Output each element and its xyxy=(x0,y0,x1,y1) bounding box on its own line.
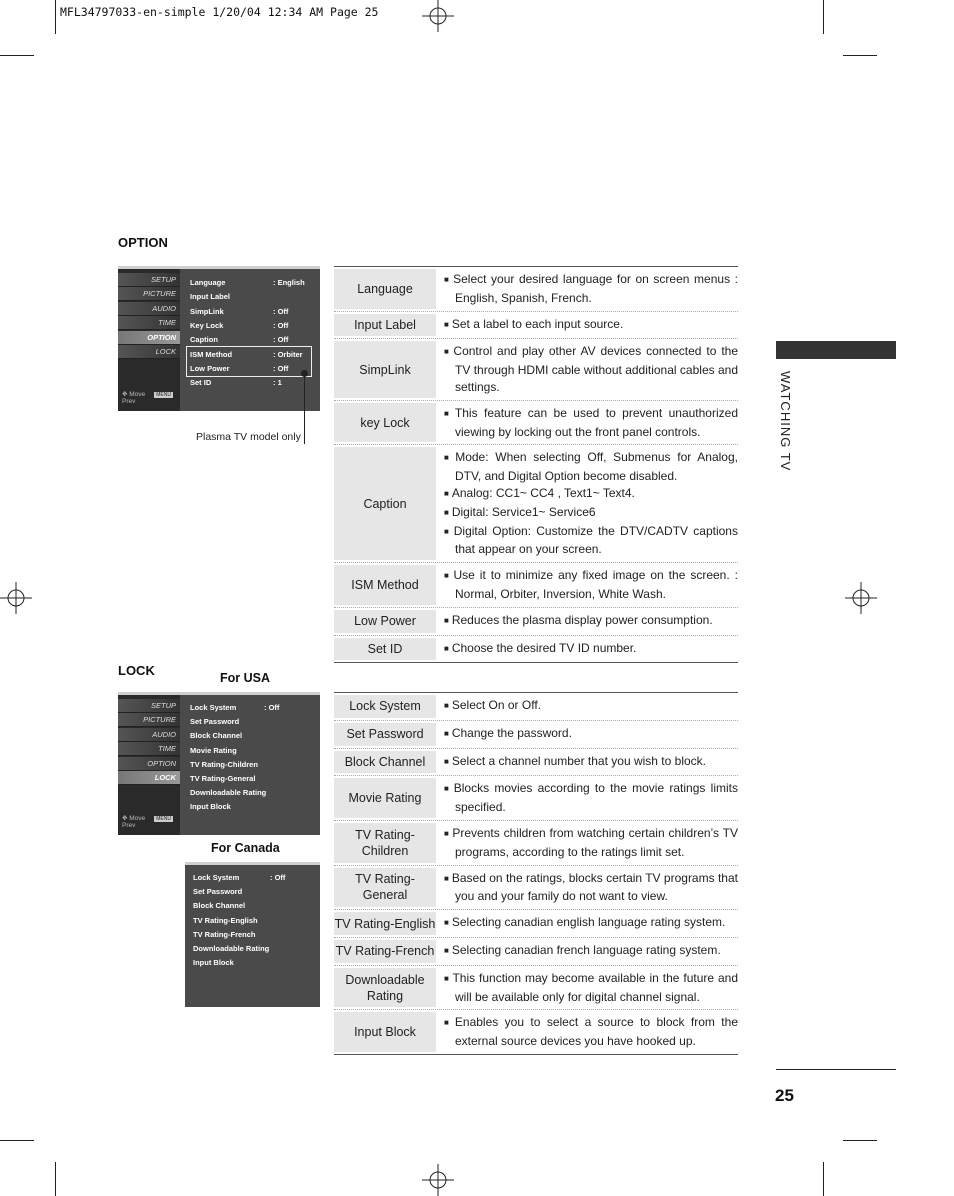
bullet-icon: ■ xyxy=(444,507,449,517)
bullet-icon: ■ xyxy=(444,319,449,329)
osd-menu-item: Input Label xyxy=(190,292,230,302)
osd-menu-item: TV Rating-Children xyxy=(190,759,258,769)
osd-menu-item: Input Block xyxy=(190,802,231,812)
for-usa-label: For USA xyxy=(220,671,270,685)
table-row xyxy=(334,966,738,1011)
description-text: Analog: CC1~ CC4 , Text1~ Text4. xyxy=(451,485,635,500)
bullet-icon: ■ xyxy=(444,347,451,357)
osd-tab-column xyxy=(118,695,180,835)
row-label: Language xyxy=(334,269,436,309)
osd-tab-option: OPTION xyxy=(118,757,180,771)
table-row xyxy=(334,1010,738,1054)
osd-tab-column xyxy=(118,269,180,411)
bullet-icon: ■ xyxy=(444,756,449,766)
menu-key-icon: MENU xyxy=(156,816,171,822)
osd-footer-prev: Prev xyxy=(122,822,136,829)
osd-menu-item: Lock System xyxy=(190,703,237,712)
description-text: Mode: When selecting Off, Submenus for Analog, DTV, and Digital Option become disabled. xyxy=(455,450,738,484)
row-label: TV Rating-English xyxy=(334,912,436,935)
plasma-only-highlight xyxy=(186,346,312,377)
table-row xyxy=(334,749,738,777)
osd-tab-time: TIME xyxy=(118,316,180,330)
bullet-icon: ■ xyxy=(444,615,449,625)
row-label: Block Channel xyxy=(334,751,436,774)
row-label: Downloadable Rating xyxy=(334,968,436,1008)
osd-footer-move: Move xyxy=(129,815,146,822)
osd-menu-item: Set Password xyxy=(190,717,240,727)
description-text: This function may become available in the future and will be available only for digital channel signal. xyxy=(452,970,739,1004)
row-description xyxy=(436,938,738,965)
osd-footer-move: Move xyxy=(129,391,146,398)
print-header: MFL34797033-en-simple 1/20/04 12:34 AM Page 25 xyxy=(60,5,379,19)
bullet-icon: ■ xyxy=(444,873,449,883)
osd-menu-value: : English xyxy=(273,278,305,287)
option-section-title: OPTION xyxy=(118,235,168,250)
osd-menu-value: : Off xyxy=(273,335,289,345)
table-row xyxy=(334,445,738,563)
bullet-icon: ■ xyxy=(444,408,452,418)
bullet-icon: ■ xyxy=(444,784,451,794)
move-icon: ✥ xyxy=(122,815,128,822)
callout-dot xyxy=(301,370,308,377)
bullet-icon: ■ xyxy=(444,918,449,928)
registration-mark-icon xyxy=(845,582,877,614)
move-icon: ✥ xyxy=(122,391,128,398)
menu-key-icon: MENU xyxy=(156,392,171,398)
bullet-icon: ■ xyxy=(444,1018,452,1028)
osd-menu-item: Language xyxy=(190,278,226,287)
lock-table xyxy=(334,692,738,1055)
crop-mark xyxy=(0,55,34,56)
row-description xyxy=(436,910,738,937)
osd-menu-value: : Off xyxy=(273,306,289,316)
osd-tab-option: OPTION xyxy=(118,331,180,345)
bullet-icon: ■ xyxy=(444,488,449,498)
osd-menu-value: : Off xyxy=(264,703,280,712)
row-label: Caption xyxy=(334,447,436,560)
osd-tab-setup: SETUP xyxy=(118,273,180,287)
row-label: Input Label xyxy=(334,314,436,337)
description-text: Select On or Off. xyxy=(451,698,541,712)
osd-menu-item: Low Power xyxy=(190,363,230,373)
row-label: Low Power xyxy=(334,610,436,633)
callout-line xyxy=(304,372,305,444)
row-label: key Lock xyxy=(334,403,436,443)
row-description xyxy=(436,445,738,562)
bullet-icon: ■ xyxy=(444,275,451,284)
osd-footer xyxy=(122,390,180,405)
osd-menu-item: Movie Rating xyxy=(190,745,237,755)
registration-mark-icon xyxy=(0,582,32,614)
osd-tab-picture: PICTURE xyxy=(118,287,180,301)
row-description xyxy=(436,563,738,607)
row-description xyxy=(436,693,738,720)
description-text: Select your desired language for on screen menus : English, Spanish, French. xyxy=(453,272,738,305)
osd-tab-audio: AUDIO xyxy=(118,302,180,316)
page-number-rule xyxy=(776,1069,896,1070)
row-description xyxy=(436,749,738,776)
crop-mark xyxy=(843,55,877,56)
description-text: Selecting canadian english language rating system. xyxy=(451,915,726,930)
lock-osd-menu-usa xyxy=(118,692,320,835)
row-description xyxy=(436,966,738,1010)
description-text: Use it to minimize any fixed image on the screen. : Normal, Orbiter, Inversion, White Wash. xyxy=(453,568,738,601)
osd-menu-item: Downloadable Rating xyxy=(190,788,267,798)
osd-menu-item: Caption xyxy=(190,335,218,345)
bullet-icon: ■ xyxy=(444,643,449,653)
table-row xyxy=(334,636,738,663)
row-description xyxy=(436,339,738,399)
osd-menu-item: Lock System xyxy=(193,873,240,882)
page-number: 25 xyxy=(775,1086,794,1105)
osd-tab-picture: PICTURE xyxy=(118,713,180,727)
osd-menu-value: : Orbiter xyxy=(273,349,303,359)
table-row xyxy=(334,821,738,866)
crop-mark xyxy=(55,0,56,34)
osd-menu-item: TV Rating-English xyxy=(193,915,258,925)
description-text: Set a label to each input source. xyxy=(451,316,624,331)
table-row xyxy=(334,938,738,966)
osd-menu-item: Input Block xyxy=(193,958,234,968)
crop-mark xyxy=(55,1162,56,1196)
description-text: Choose the desired TV ID number. xyxy=(451,640,637,655)
description-text: Digital: Service1~ Service6 xyxy=(451,504,596,519)
bullet-icon: ■ xyxy=(444,973,450,983)
option-table xyxy=(334,266,738,663)
description-text: Selecting canadian french language rating system. xyxy=(451,942,721,957)
row-description xyxy=(436,312,738,339)
callout-label: Plasma TV model only xyxy=(196,431,301,443)
row-description xyxy=(436,267,738,311)
table-row xyxy=(334,866,738,911)
description-text: Change the password. xyxy=(451,725,572,740)
osd-footer xyxy=(122,814,180,829)
osd-tab-audio: AUDIO xyxy=(118,728,180,742)
row-label: TV Rating-French xyxy=(334,940,436,963)
bullet-icon: ■ xyxy=(444,526,451,536)
osd-menu-item: TV Rating-General xyxy=(190,774,256,783)
row-label: ISM Method xyxy=(334,565,436,605)
row-label: TV Rating-Children xyxy=(334,823,436,863)
row-description xyxy=(436,401,738,445)
crop-mark xyxy=(823,0,824,34)
row-label: Movie Rating xyxy=(334,778,436,818)
for-canada-label: For Canada xyxy=(211,841,280,855)
row-description xyxy=(436,608,738,635)
table-row xyxy=(334,608,738,636)
osd-tab-lock: LOCK xyxy=(118,771,180,785)
osd-menu-item: SimpLink xyxy=(190,306,224,316)
bullet-icon: ■ xyxy=(444,945,449,955)
row-description xyxy=(436,821,738,865)
row-label: SimpLink xyxy=(334,341,436,397)
bullet-icon: ■ xyxy=(444,728,449,738)
osd-menu-item: ISM Method xyxy=(190,349,233,359)
side-tab-label: WATCHING TV xyxy=(778,371,793,472)
crop-mark xyxy=(843,1140,877,1141)
side-tab-bar xyxy=(776,341,896,359)
osd-menu-item: Block Channel xyxy=(190,731,243,741)
osd-footer-prev: Prev xyxy=(122,398,136,405)
bullet-icon: ■ xyxy=(444,828,450,838)
osd-tab-time: TIME xyxy=(118,742,180,756)
description-text: Digital Option: Customize the DTV/CADTV captions that appear on your screen. xyxy=(453,523,738,557)
description-text: Control and play other AV devices connected to the TV through HDMI cable without additional cables and settings. xyxy=(453,344,738,394)
lock-osd-menu-canada xyxy=(185,862,320,1007)
table-row xyxy=(334,312,738,340)
row-label: Lock System xyxy=(334,695,436,718)
description-text: Blocks movies according to the movie ratings limits specified. xyxy=(453,781,738,815)
description-text: Based on the ratings, blocks certain TV programs that you and your family do not want to view. xyxy=(451,870,738,904)
row-description xyxy=(436,866,738,910)
registration-mark-icon xyxy=(422,1164,454,1196)
bullet-icon: ■ xyxy=(444,701,449,710)
option-osd-menu xyxy=(118,266,320,411)
osd-menu-item: TV Rating-French xyxy=(193,929,256,939)
osd-menu-item: Block Channel xyxy=(193,901,246,911)
table-row xyxy=(334,401,738,446)
registration-mark-icon xyxy=(422,0,454,32)
description-text: Enables you to select a source to block from the external source devices you have hooked up. xyxy=(454,1015,738,1049)
osd-menu-value: : Off xyxy=(273,320,289,330)
osd-menu-item: Key Lock xyxy=(190,320,224,330)
osd-menu-item: Set Password xyxy=(193,887,243,897)
crop-mark xyxy=(0,1140,34,1141)
osd-menu-value: : 1 xyxy=(273,378,282,388)
row-description xyxy=(436,1010,738,1054)
bullet-icon: ■ xyxy=(444,453,453,463)
table-row xyxy=(334,910,738,938)
osd-tab-setup: SETUP xyxy=(118,699,180,713)
osd-menu-item: Set ID xyxy=(190,378,212,388)
osd-menu-item: Downloadable Rating xyxy=(193,944,270,953)
bullet-icon: ■ xyxy=(444,571,451,581)
osd-menu-value: : Off xyxy=(270,873,286,882)
table-row xyxy=(334,339,738,400)
description-text: Select a channel number that you wish to block. xyxy=(451,753,706,768)
description-text: Reduces the plasma display power consumption. xyxy=(451,612,713,627)
description-text: This feature can be used to prevent unauthorized viewing by locking out the front panel controls. xyxy=(454,405,738,439)
description-text: Prevents children from watching certain children’s TV programs, according to the ratings limit set. xyxy=(452,825,738,859)
row-label: Set Password xyxy=(334,723,436,746)
row-description xyxy=(436,776,738,820)
row-description xyxy=(436,721,738,748)
table-row xyxy=(334,721,738,749)
row-label: Set ID xyxy=(334,638,436,661)
lock-section-title: LOCK xyxy=(118,663,155,678)
row-description xyxy=(436,636,738,663)
table-row xyxy=(334,563,738,608)
table-row xyxy=(334,776,738,821)
osd-menu-value: : Off xyxy=(273,363,289,373)
row-label: TV Rating-General xyxy=(334,868,436,908)
table-row xyxy=(334,693,738,721)
osd-tab-lock: LOCK xyxy=(118,345,180,359)
crop-mark xyxy=(823,1162,824,1196)
row-label: Input Block xyxy=(334,1012,436,1052)
table-row xyxy=(334,267,738,312)
